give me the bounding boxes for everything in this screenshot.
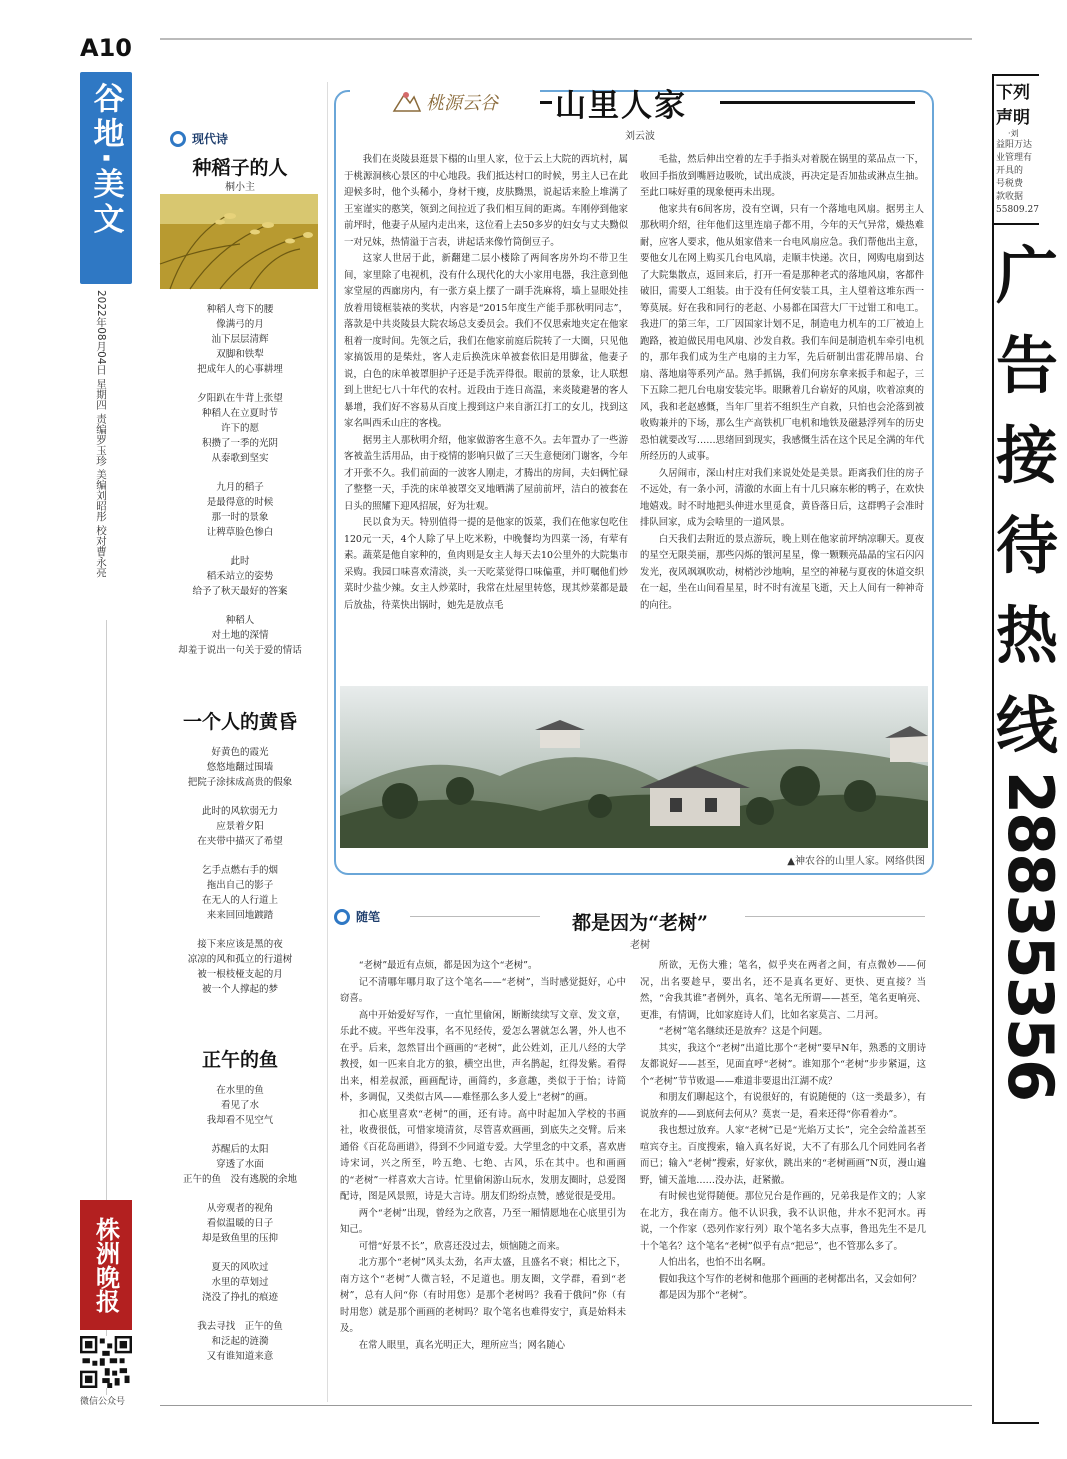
page-number: A10 [80, 34, 132, 62]
stanza: 好黄色的霞光 悠悠地翻过围墙 把院子涂抹成高贵的假象 [187, 747, 293, 788]
stanza: 此时的风软弱无力 应景着夕阳 在夹带中描灭了希望 [197, 806, 283, 847]
ad-phone-number: 28835356 [994, 771, 1067, 1101]
feature-column-2: 毛盐，然后伸出空着的左手手指头对着脱在锅里的菜品点一下，收回手指放到嘴唇边吸吮，试出成淡，再决定是否加盐或淋点生抽。至此口味好重的现象便再未出现。 他家共有6间客房，没有空调，只有一个落地电风扇。据男主人那秋明介绍，往年他们这里连扇子都不用，今年的天气异常，燥热难耐，应客人要求，他从姐家借来一台电风扇应急。我们帮他出主意，要他女儿在网上购买几台电风扇，走顺丰快递。次日，网购电扇到达了大院集散点，返回来后，打开一看是那种老式的落地风扇，客都件破旧，需要人工组装。由于没有任何安装工具，主人望着这堆东西一筹莫展。好在我和同行的老赵、小易都在国营大厂干过钳工和电工。我进厂的第三年，工厂因国家计划不足，制造电力机车的工厂被迫上跑路，被迫做民用电风扇、沙发自救。我们车间是制造机车牵引电机的，那年我们成为生产电扇的主力军，先后研制出雷花牌吊扇、台扇、落地扇等系列产品。熟手抓锅，我们何房东拿来扳手和起子，三下五除二把几台电扇安装完毕。眼瞅着几台崭好的风扇，吹着凉爽的风，我和老赵感慨，当年厂里若不组织生产自救，只怕也会沦落到被收购兼并的下场，那么生产高铁机厂电机和地铁及磁悬浮列车的历史恐怕就要改写……思绪回到现实，我感慨生活在这个民足全满的年代所经历的人或事。 久居闹市，深山村庄对我们来说处处是美景。距离我们住的房子不远处，有一条小河，清澈的水面上有十几只麻东彬的鸭子，在欢快地嬉戏。时不时地把头伸进水里觅食，黄昏落日后，这群鸭子会准时排队回家，成为会啥里的一道风景。 白天我们去附近的景点游玩，晚上则在他家前坪纳凉聊天。夏夜的星空无限美丽，那些闪烁的银河星星，像一颗颗亮晶晶的宝石闪闪发光，夜风飒飒吹动，树梢沙沙地响，星空的神秘与夏夜的休道交织在一起，坐在山间看星星，时不时有流星飞逝，天上人间有一种神奇的向往。 [640, 154, 924, 611]
bottom-rule [160, 1405, 972, 1406]
mountain-village-illustration [340, 686, 928, 848]
qr-code[interactable] [80, 1336, 132, 1388]
ring-icon [334, 909, 350, 925]
stanza: 九月的稻子 是最得意的时候 那一时的景象 让稗草脸色惨白 [206, 482, 274, 538]
essay-title-rule [745, 916, 925, 917]
dateline: 2022年08月04日 星期四 责编罗玉珍 美编刘昭彤 校对曹永亮 [95, 290, 107, 578]
section-label-text: 谷地·美文 [87, 82, 124, 238]
stanza: 种稻人弯下的腰 像满弓的月 汕下层层清辉 双脚和铁犁 把成年人的心事耕埋 [197, 304, 283, 375]
poem-section-tag: 现代诗 [170, 130, 228, 147]
brand-logo [80, 1200, 132, 1330]
poem-author: 桐小主 [225, 182, 255, 193]
stanza: 苏醒后的太阳 穿透了水面 正午的鱼 没有逃脱的余地 [182, 1144, 297, 1185]
essay-column-2: 所欲，无伤大雅；笔名，似乎夹在两者之间，有点微妙——何况，出名要趁早，要出名，还不是真名更好、更快、更直接？当然，“舍我其谁”者例外，真名、笔名无所谓——甚至，笔名更响亮、更准，有情调，比如家庭诗人们，比如名家莫言、二月河。 “老树”笔名继续还是放弃？这是个问题。 其实，我这个“老树”出道比那个“老树”要早N年，熟悉的文朋诗友都说好——甚至，见面直呼“老树”。谁知那个“老树”步步紧逼，这个“老树”节节败退——难道非要退出江湖不成？ 和朋友们聊起这个，有说很好的，有说随便的（这一类最多），有说放弃的——到底何去何从？莫衷一是，看来还得“你看着办”。 我也想过放弃。人家“老树”已是“光焰万丈长”，完全会给盖甚至喧宾夺主。百度搜索，输入真名好说，大不了有那么几个同姓同名者而已；输入“老树”搜索，好家伙，跳出来的“老树画画”N页，漫山遍野，铺天盖地……没办法，赶紧撤。 有时候也觉得随便。那位兄台是作画的，兄弟我是作文的；人家在北方，我在南方。他不认识我，我不认识他，井水不犯河水。再说，一个作家（恐列作家行列）取个笔名多大点事，鲁迅先生不是几十个笔名？这个笔名“老树”似乎有点“把忌”，也不管那么多了。 人怕出名，也怕不出名啊。 假如我这个写作的老树和他那个画画的老树都出名，又会如何？ 都是因为那个“老树”。 [640, 960, 926, 1301]
essay-author: 老树 [630, 940, 650, 951]
poem-title: 种稻子的人 [192, 157, 288, 179]
stanza: 此时 稻禾站立的姿势 给予了秋天最好的答案 [192, 556, 288, 597]
rice-illustration [160, 194, 318, 289]
stanza: 夏天的风吹过 水里的草划过 浇没了挣扎的痕迹 [201, 1262, 278, 1303]
ad-strip [992, 74, 1067, 1424]
peach-blossom-icon [392, 89, 422, 115]
feature-title-rule [540, 101, 552, 104]
ad-small-text: 益阳万达 业管理有 开具的 号税费 款收据 55809.27 [996, 140, 1039, 215]
ad-divider [994, 223, 1039, 225]
ad-hotline-label: 广 告 接 待 热 线 [996, 239, 1059, 762]
stanza: 接下来应该是黑的夜 凉凉的风和孤立的行道树 被一根枝桠支起的月 被一个人撑起的梦 [187, 939, 293, 995]
feature-title: 山里人家 [555, 88, 687, 124]
ring-icon [170, 131, 186, 147]
ad-heading-1: 下列 [996, 83, 1030, 103]
ad-heading-2: 声明 [996, 108, 1030, 128]
poem-body [160, 1083, 320, 1378]
rice-photo [160, 194, 318, 289]
essay-tag-rule [410, 916, 540, 917]
section-label [80, 72, 132, 284]
column-divider [327, 82, 328, 1402]
poem-title: 一个人的黄昏 [182, 711, 297, 733]
photo-caption: ▲神农谷的山里人家。网络供图 [787, 856, 925, 867]
feature-author: 刘云波 [625, 131, 655, 142]
column-logo-text: 桃源云谷 [426, 93, 498, 114]
poem-body [160, 745, 320, 1011]
stanza: 在水里的鱼 看见了水 我却看不见空气 [206, 1085, 274, 1126]
poem-title: 正午的鱼 [201, 1049, 278, 1071]
essay-column-1: “老树”最近有点烦，都是因为这个“老树”。 记不清哪年哪月取了这个笔名——“老树”，当时感觉挺好，心中窃喜。 高中开始爱好写作，一直忙里偷闲，断断续续写文章、发文章，乐此不疲。平些年没事，名不见经传，爱怎么署就怎么署，外人也不在乎。后来，忽然冒出个画画的“老树”，此公姓刘，正儿八经的大学教授，如一匹来自北方的狼，横空出世，声名鹊起，红得发紫。看得出来，相差叔派，画画配诗，画简约，多意趣，类似于于怡；诗简朴，多调侃，又类似古风——难怪那么多人爱上“老树”的画。 扣心底里喜欢“老树”的画，还有诗。高中时起加入学校的书画社，收费很低，可惜家境清贫，尽管喜欢画画，到底失之交臂。后来通俗《百花岛画谱》，得到不少同道专爱。大学里念的中文系，喜欢唐诗宋词，兴之所至，吟五绝、七绝、古风，乐在其中。也和画画的“老树”一样喜欢大言诗。忙里偷闲游山玩水，发朋友圈时，总爱图配诗，图是风景照，诗是大言诗。朋友们纷纷点赞，感觉很是受用。 两个“老树”出现，曾经为之欣喜，乃至一厢情愿地在心底里引为知己。 可惜“好景不长”，欣喜还没过去，烦恼随之而来。 北方那个“老树”风头太劲，名声太盛，且盛名不衰；相比之下，南方这个“老树”人微言轻，不足道也。朋友圈，文学群，看到“老树”，总有人问“你（有时用您）是那个老树吗？我看于俄问”你（有时用您）就是那个画画的老树吗？取个笔名也难得安宁，真是始料未及。 在常人眼里，真名光明正大，理所应当；网名随心 [340, 960, 626, 1351]
village-photo [340, 686, 928, 848]
poem-body [160, 302, 320, 672]
stanza: 种稻人 对土地的深情 却羞于说出一句关于爱的情话 [178, 615, 302, 656]
stanza: 我去寻找 正午的鱼 和泛起的涟漪 又有谁知道来意 [197, 1321, 283, 1362]
feature-title-rule-right [720, 101, 915, 104]
feature-column-1: 我们在炎陵县逛景下榻的山里人家，位于云上大院的西坑村，属于桃源洞核心景区的中心地段。我们抵达村口的时候，男主人已在此迎候多时，他个头稀小，身材干瘦，皮肤黝黑，说起话来脸上堆满了王室谨实的憨笑，领到之间拉近了我们相互间的距离。车刚停到他家前坪时，他妻子从屋内走出来，这位看上去50多岁的妇女与丈夫黝似一对兄妹，热情溢于言表，讲起话来像竹筒倒豆子。 这家人世居于此，新翻建二层小楼除了两间客房外均不带卫生间，家里除了电视机，没有什么现代化的大小家用电器，我注意到他家堂屋的西廊房内，有一张方桌上摆了一副手洗麻将，墙上显眼处挂放着用镜框装裱的奖状，内容是“2015年度生产能手那秋明同志”，落款是中共炎陵县大院农场总支委员会。我们不仅思索地夹定在他家租着一度时间。先领之后，我们在他家前庭后院转了一大圈，只见他家搞饭用的是柴灶，客人走后换洗床单被套依旧是用脚盆，他妻子说，白色的床单被罩胆护子还是手洗弄得很。眼前的景象，让人联想到上世纪七八十年代的农村。近段由于连日高温，来炎陵避暑的客人暴增，我们好不容易从百度上搜到这户来自浙江打工的女儿，找到这家名叫西禾山庄的客栈。 据男主人那秋明介绍，他家做游客生意不久。去年置办了一些游客被盖生活用品，由于疫情的影响只做了三天生意便闭门谢客，今年才开张不久。我们前面的一波客人刚走，才腾出的房间，夫妇俩忙碌了整整一天，手洗的床单被罩交叉地晒满了屋前前坪，洁白的被套在日头的照耀下迎风招展，好为壮观。 民以食为天。特别值得一提的是他家的饭菜，我们在他家包吃住120元一天，4个人除了早上吃米粉，中晚餐均为四菜一汤，有荤有素。蔬菜是他自家种的，鱼肉则是女主人每天去10公里外的大院集市采购。我园口味喜欢清淡，头一天吃菜觉得口味偏重，并叮嘱他们炒菜时少盐少辣。女主人炒菜时，我常在灶屋里转悠，现其炒菜都是最后放盐，待菜快出锅时，她先是放点毛 [344, 154, 628, 611]
stanza: 从旁观者的视角 看似温暖的日子 却是致鱼里的压抑 [201, 1203, 278, 1244]
stanza: 夕阳趴在牛背上张望 种稻人在立夏时节 许下的愿 积攒了一季的光阴 从泰歌到坚实 [197, 393, 283, 464]
header-rule [160, 38, 972, 40]
brand-logo-text: 株洲晚报 [91, 1217, 121, 1313]
essay-section-tag: 随笔 [334, 908, 380, 925]
stanza: 乞手点燃右手的烟 拖出自己的影子 在无人的人行道上 来来回回地踱踏 [201, 865, 278, 921]
column-logo [350, 82, 540, 122]
ad-note: ·刘 [1008, 129, 1019, 138]
essay-title: 都是因为“老树” [572, 912, 708, 934]
qr-label: 微信公众号 [80, 1397, 126, 1407]
